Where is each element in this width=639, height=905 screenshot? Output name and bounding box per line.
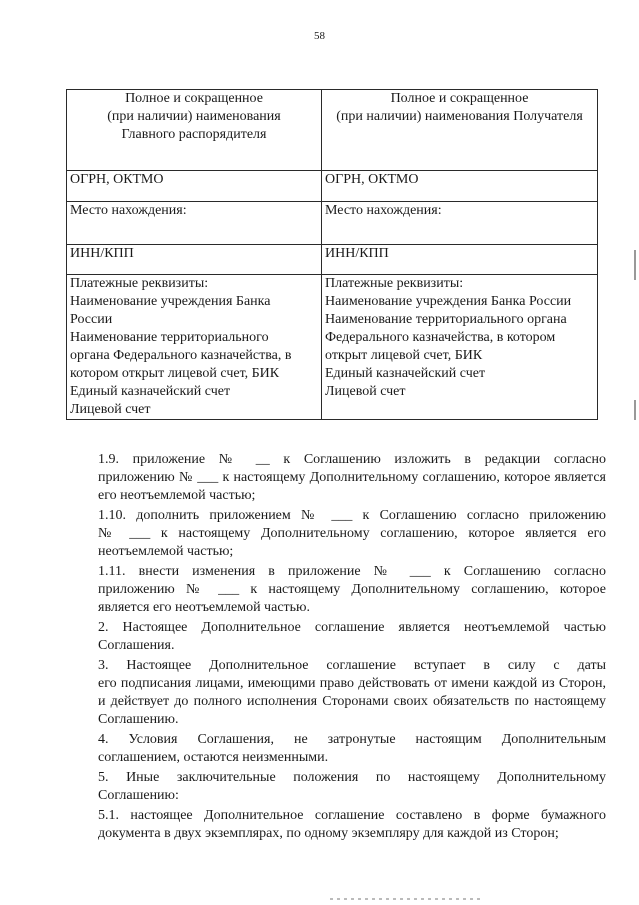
payment-left-line: Лицевой счет [70,402,151,417]
payment-left-line: России [70,312,113,327]
header-right-line: (при наличии) наименования Получателя [336,109,583,124]
ogrn-left-cell: ОГРН, ОКТМО [67,171,322,202]
paragraph-3 [62,657,606,729]
text-line: 5.1. настоящее Дополнительное соглашение составлено в форме бумажного [98,808,606,823]
table-row-ogrn [67,171,598,202]
paragraph-1-11 [62,563,606,617]
payment-left-line: органа Федерального казначейства, в [70,348,292,363]
header-right-line: Полное и сокращенное [390,91,529,106]
payment-left-line: Наименование учреждения Банка [70,294,271,309]
body-text [62,451,606,843]
payment-right-line: Наименование территориального органа [325,312,567,327]
text-line: 5. Иные заключительные положения по настоящему Дополнительному [98,770,606,785]
text-line: приложению № ___ к настоящему Дополнительному соглашению, которое является [98,470,606,485]
header-left-line: (при наличии) наименования [107,109,281,124]
table-row-inn [67,245,598,275]
text-line: Соглашению: [98,788,179,803]
payment-right-line: Единый казначейский счет [325,366,486,381]
header-left-line: Главного распорядителя [121,127,267,142]
paragraph-5-1 [62,807,606,843]
text-line: его неотъемлемой частью; [98,488,256,503]
header-left-cell [67,90,322,171]
text-line: 1.11. внести изменения в приложение № ___ к Соглашению согласно [98,564,606,579]
payment-right-line: Лицевой счет [325,384,406,399]
payment-right-cell [322,275,598,420]
text-line: соглашением, остаются неизменными. [98,750,329,765]
table-header-row [67,90,598,171]
text-line: его подписания лицами, имеющими право действовать от имени каждой из Сторон, [98,676,606,691]
header-left-line: Полное и сокращенное [125,91,263,106]
scan-edge-mark [634,250,636,280]
inn-right-cell: ИНН/КПП [322,245,598,275]
location-right-cell: Место нахождения: [322,202,598,245]
scan-edge-mark [634,400,636,420]
payment-right-line: открыт лицевой счет, БИК [325,348,483,363]
requisites-table [66,89,598,420]
payment-left-line: Платежные реквизиты: [70,276,209,291]
text-line: 1.9. приложение № __ к Соглашению изложить в редакции согласно [98,452,606,467]
text-line: Соглашения. [98,638,175,653]
table-row-payment [67,275,598,420]
paragraph-4 [62,731,606,767]
text-line: 1.10. дополнить приложением № ___ к Соглашению согласно приложению [98,508,606,523]
payment-left-cell [67,275,322,420]
scan-artifact [330,898,480,900]
page-number: 58 [314,30,325,42]
payment-left-line: Наименование территориального [70,330,269,345]
paragraph-1-10 [62,507,606,561]
text-line: является его неотъемлемой частью. [98,600,310,615]
location-left-cell: Место нахождения: [67,202,322,245]
ogrn-right-cell: ОГРН, ОКТМО [322,171,598,202]
text-line: 3. Настоящее Дополнительное соглашение вступает в силу с даты [98,658,606,673]
paragraph-5 [62,769,606,805]
payment-left-line: Единый казначейский счет [70,384,231,399]
payment-left-line: котором открыт лицевой счет, БИК [70,366,280,381]
text-line: и действует до полного исполнения Сторонами своих обязательств по настоящему [98,694,606,709]
header-right-cell [322,90,598,171]
text-line: документа в двух экземплярах, по одному экземпляру для каждой из Сторон; [98,826,559,841]
text-line: приложению № ___ к настоящему Дополнительному соглашению, которое [98,582,606,597]
text-line: Соглашению. [98,712,179,727]
inn-left-cell: ИНН/КПП [67,245,322,275]
payment-right-line: Федерального казначейства, в котором [325,330,556,345]
text-line: неотъемлемой частью; [98,544,234,559]
text-line: 4. Условия Соглашения, не затронутые настоящим Дополнительным [98,732,606,747]
table-row-location [67,202,598,245]
payment-right-line: Наименование учреждения Банка России [325,294,572,309]
paragraph-1-9 [62,451,606,505]
text-line: 2. Настоящее Дополнительное соглашение является неотъемлемой частью [98,620,606,635]
paragraph-2 [62,619,606,655]
text-line: № ___ к настоящему Дополнительному соглашению, которое является его [98,526,606,541]
payment-right-line: Платежные реквизиты: [325,276,464,291]
